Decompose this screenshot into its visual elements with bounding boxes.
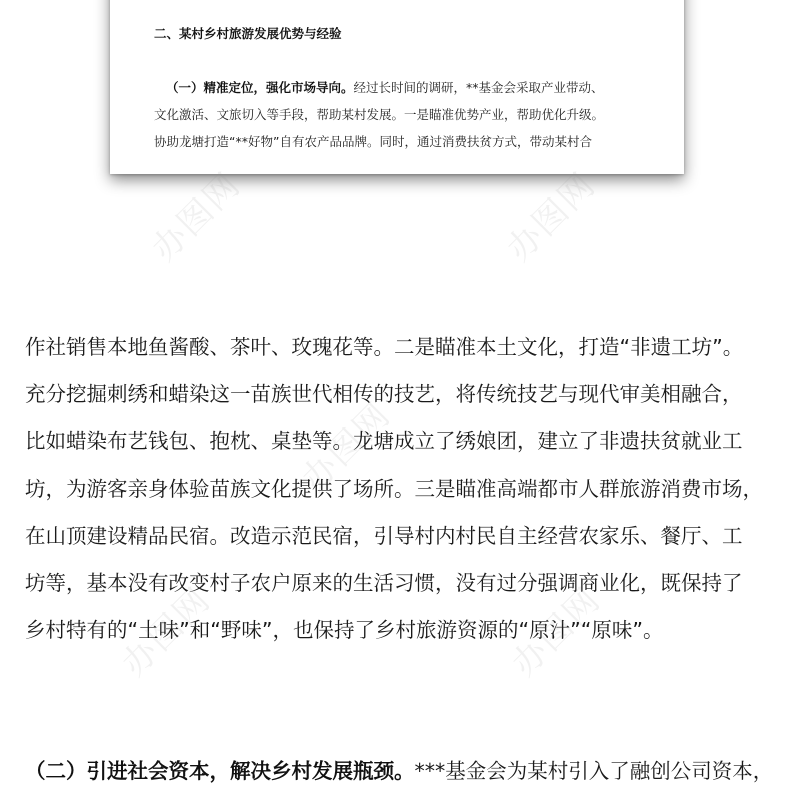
section-heading: 二、某村乡村旅游发展优势与经验: [154, 26, 342, 41]
card-line-3: 协助龙塘打造“**好物”自有农产品品牌。同时，通过消费扶贫方式，带动某村合: [154, 134, 592, 149]
body-line: 坊，为游客亲身体验苗族文化提供了场所。三是瞄准高端都市人群旅游消费市场，: [25, 476, 763, 501]
watermark: 办图网: [504, 579, 609, 685]
card-line-1: [154, 74, 654, 101]
watermark: 办图网: [144, 164, 249, 270]
body-line: 乡村特有的“土味”和“野味”，也保持了乡村旅游资源的“原汁”“原味”。: [25, 618, 664, 643]
watermark: 办图网: [114, 579, 219, 685]
card-line-1-text: 经过长时间的调研，**基金会采取产业带动、: [353, 80, 604, 95]
body-line: 坊等，基本没有改变村子农户原来的生活习惯，没有过分强调商业化，既保持了: [25, 570, 743, 595]
body-paragraph-2: [25, 748, 795, 795]
watermark: 办图网: [499, 164, 604, 270]
body-paragraph: [25, 324, 785, 654]
body-line: 在山顶建设精品民宿。改造示范民宿，引导村内村民自主经营农家乐、餐厅、工: [25, 523, 743, 548]
watermark: 办图网: [294, 394, 399, 500]
paragraph-2-lead: （二）引进社会资本，解决乡村发展瓶颈。: [25, 759, 415, 783]
body-line: 作社销售本地鱼酱酸、茶叶、玫瑰花等。二是瞄准本土文化，打造“非遗工坊”。: [25, 335, 744, 359]
card-paragraph-lead: （一）精准定位，强化市场导向。: [166, 80, 354, 95]
body-line: 充分挖掘刺绣和蜡染这一苗族世代相传的技艺，将传统技艺与现代审美相融合，: [25, 382, 743, 407]
card-paragraph: [154, 74, 654, 155]
document-preview-card: [110, 0, 684, 174]
body-line: 比如蜡染布艺钱包、抱枕、桌垫等。龙塘成立了绣娘团，建立了非遗扶贫就业工: [25, 429, 743, 454]
card-line-2: 文化激活、文旅切入等手段，帮助某村发展。一是瞄准优势产业，帮助优化升级。: [154, 107, 605, 122]
paragraph-2-text: ***基金会为某村引入了融创公司资本，: [414, 759, 774, 783]
